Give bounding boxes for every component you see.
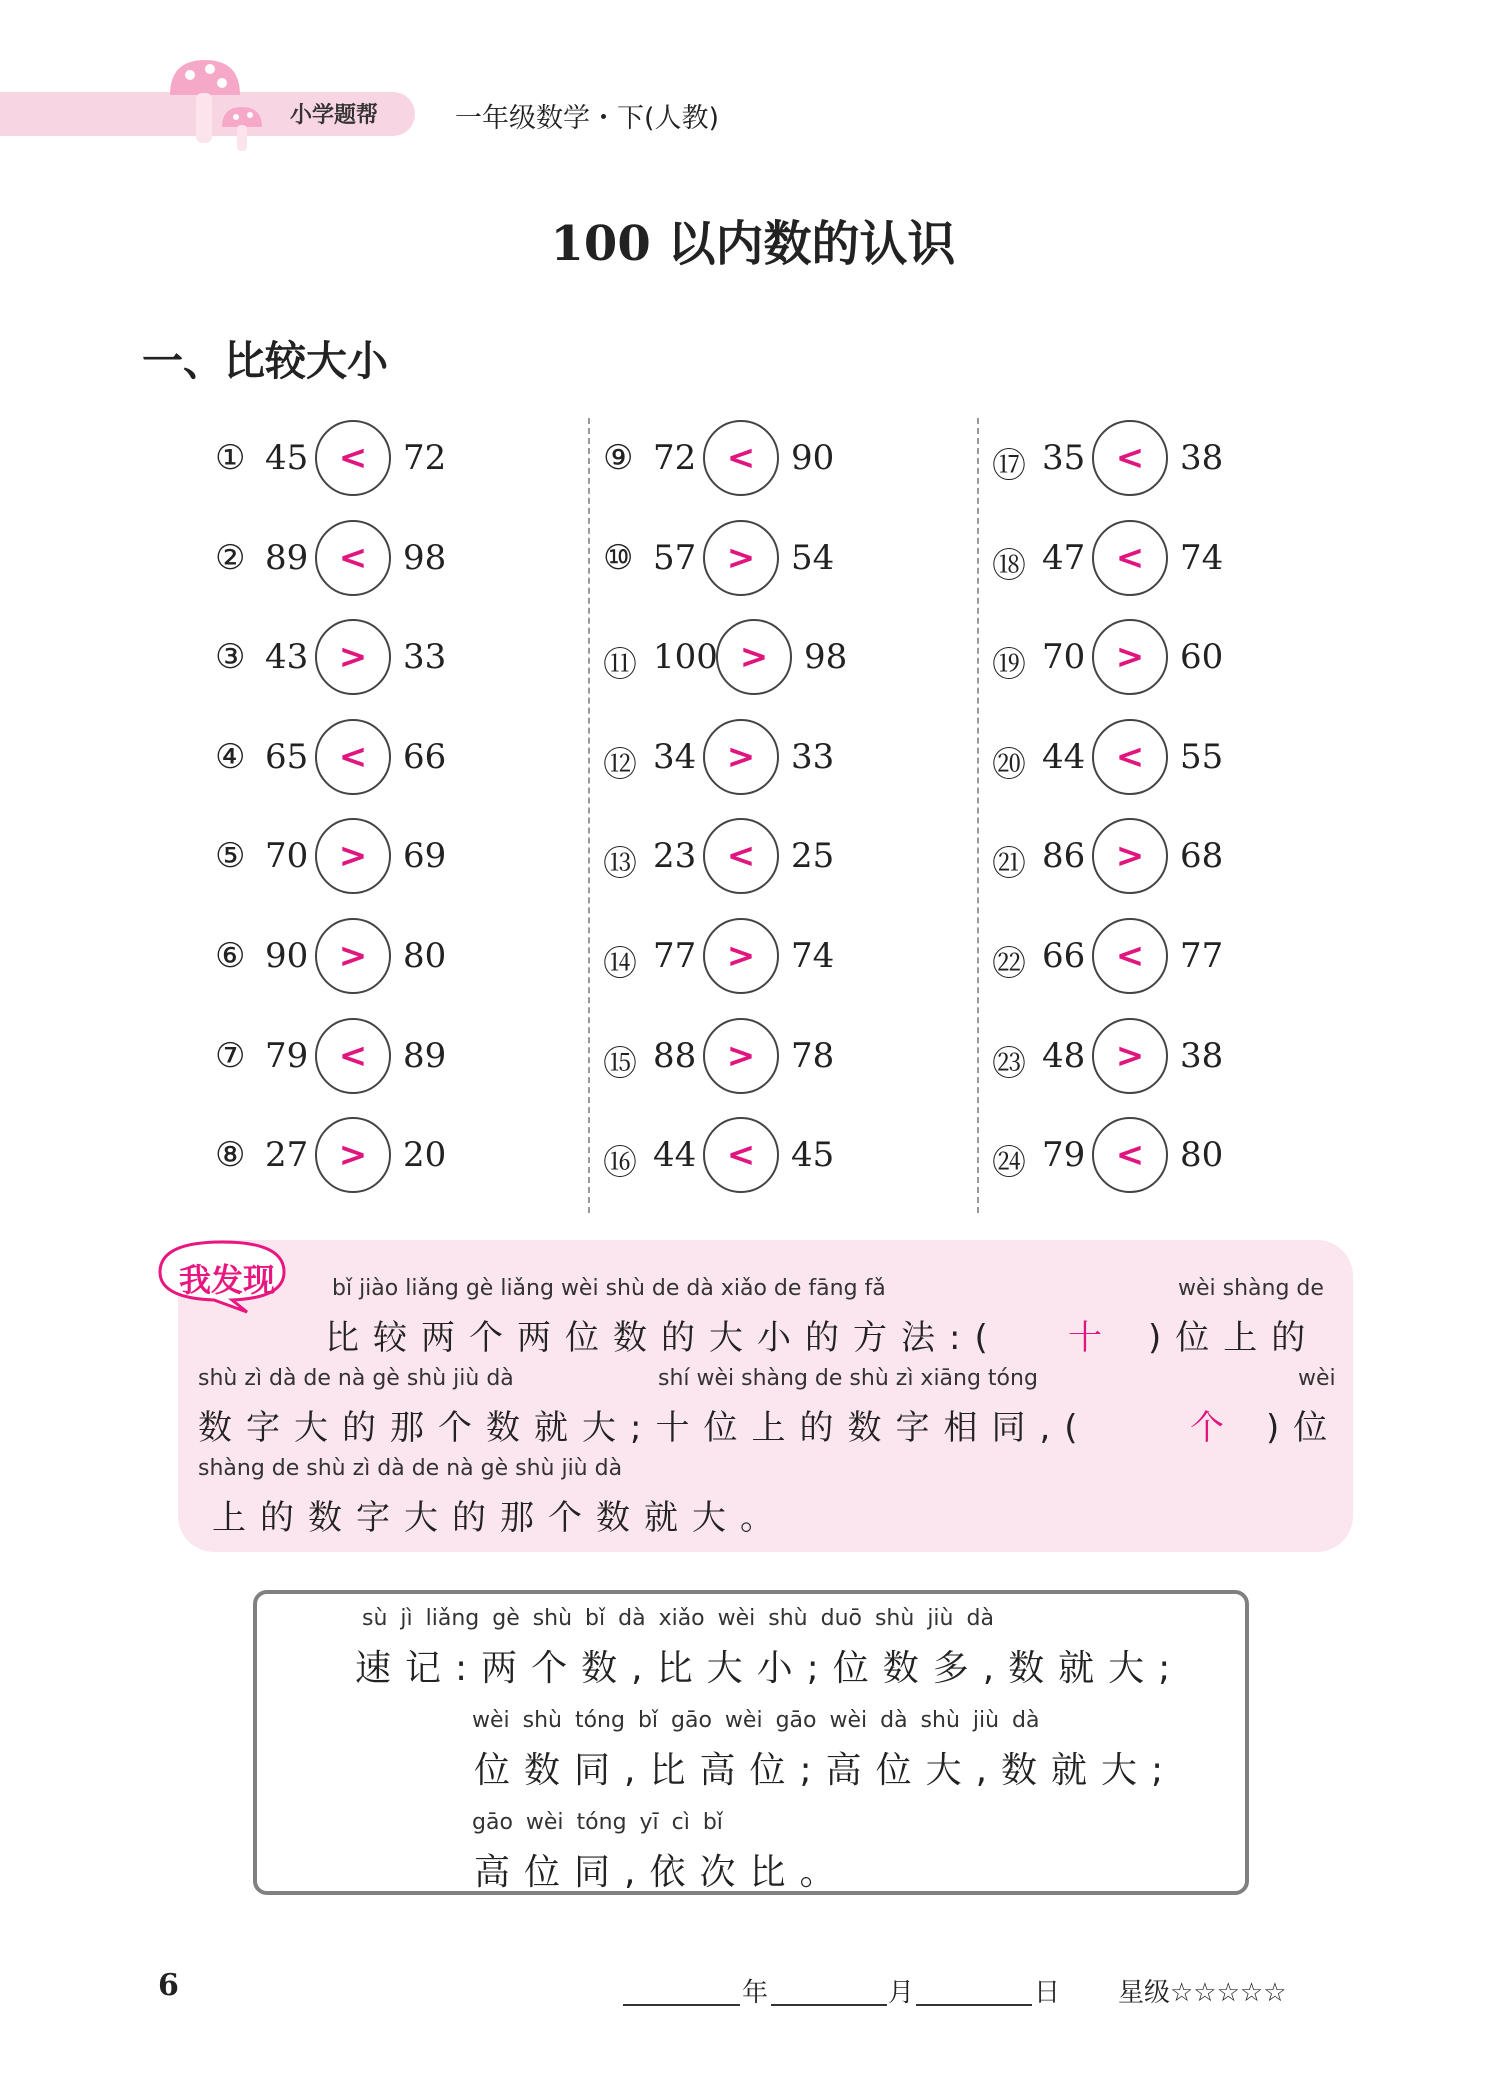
answer-circle[interactable] <box>1092 420 1168 496</box>
comparison-sign: < <box>1115 936 1145 976</box>
comparison-item <box>992 719 1372 799</box>
left-number: 90 <box>265 936 309 976</box>
section-heading: 一、比较大小 <box>142 337 388 385</box>
year-label: 年 <box>742 1978 769 2008</box>
comparison-item <box>603 719 983 799</box>
comparison-item <box>215 818 595 898</box>
left-number: 86 <box>1042 836 1086 877</box>
right-number: 45 <box>791 1135 835 1176</box>
comparison-sign: < <box>338 1035 368 1076</box>
right-number: 74 <box>791 936 835 976</box>
item-number: ⑱ <box>992 545 1026 586</box>
right-number: 38 <box>1180 438 1224 478</box>
date-blank-year <box>623 2004 740 2006</box>
right-number: 98 <box>804 637 848 678</box>
comparison-item <box>603 1117 983 1197</box>
comparison-sign: < <box>1115 1135 1145 1176</box>
right-number: 80 <box>1180 1135 1224 1176</box>
left-number: 45 <box>265 438 309 478</box>
left-number: 72 <box>653 438 697 478</box>
brand-label: 小学题帮 <box>290 103 379 128</box>
answer-circle[interactable] <box>703 1117 779 1193</box>
item-number: ③ <box>215 637 246 678</box>
left-number: 79 <box>1042 1135 1086 1176</box>
answer-circle[interactable] <box>315 619 391 695</box>
left-number: 88 <box>653 1035 697 1076</box>
answer-circle[interactable] <box>716 619 792 695</box>
answer-circle[interactable] <box>315 719 391 795</box>
left-number: 34 <box>653 736 697 777</box>
comparison-sign: > <box>726 537 756 578</box>
left-number: 44 <box>653 1135 697 1176</box>
comparison-sign: > <box>726 1035 756 1076</box>
right-number: 69 <box>403 836 447 877</box>
answer-circle[interactable] <box>703 818 779 894</box>
comparison-item <box>992 818 1372 898</box>
pinyin-line: bǐ jiào liǎng gè liǎng wèi shù de dà xiǎo de fāng fǎ <box>332 1276 886 1301</box>
discovery-text: 比较两个两位数的大小的方法:( <box>325 1318 1002 1358</box>
item-number: ⑪ <box>603 645 637 686</box>
page-title: 100 以内数的认识 <box>550 216 956 272</box>
left-number: 79 <box>265 1035 309 1076</box>
date-blank-month <box>771 2004 887 2006</box>
left-number: 43 <box>265 637 309 678</box>
item-number: ⑬ <box>603 844 637 885</box>
memory-text: 位数同,比高位;高位大,数就大; <box>474 1750 1178 1791</box>
answer-circle[interactable] <box>703 918 779 994</box>
discovery-badge: 我发现 <box>178 1261 275 1299</box>
right-number: 54 <box>791 537 835 578</box>
left-number: 27 <box>265 1135 309 1176</box>
column-divider <box>977 418 979 1213</box>
comparison-item <box>603 1018 983 1098</box>
right-number: 66 <box>403 736 447 777</box>
comparison-sign: < <box>1115 438 1145 478</box>
item-number: ㉑ <box>992 844 1026 885</box>
item-number: ⑤ <box>215 836 246 877</box>
comparison-item <box>992 1018 1372 1098</box>
comparison-item <box>992 918 1372 998</box>
mushroom-logo-icon <box>160 55 270 155</box>
comparison-item <box>603 619 983 699</box>
pinyin-line: shí wèi shàng de shù zì xiāng tóng <box>658 1366 1038 1391</box>
comparison-sign: < <box>1115 736 1145 777</box>
right-number: 72 <box>403 438 447 478</box>
item-number: ⑯ <box>603 1143 637 1184</box>
comparison-item <box>215 1117 595 1197</box>
item-number: ⑳ <box>992 744 1026 785</box>
pinyin-line: wèi shù tóng bǐ gāo wèi gāo wèi dà shù jiù dà <box>472 1708 1040 1733</box>
right-number: 90 <box>791 438 835 478</box>
comparison-item <box>603 520 983 600</box>
answer-circle[interactable] <box>1092 619 1168 695</box>
comparison-sign: > <box>338 637 368 678</box>
discovery-text: )位上的 <box>1148 1318 1320 1358</box>
memory-text: 速记:两个数,比大小;位数多,数就大; <box>355 1648 1185 1689</box>
right-number: 55 <box>1180 736 1224 777</box>
right-number: 33 <box>403 637 447 678</box>
comparison-item <box>992 1117 1372 1197</box>
answer-circle[interactable] <box>1092 1018 1168 1094</box>
answer-circle[interactable] <box>703 1018 779 1094</box>
discovery-text: 数字大的那个数就大;十位上的数字相同,( <box>198 1408 1092 1448</box>
left-number: 100 <box>653 637 718 678</box>
comparison-sign: < <box>726 1135 756 1176</box>
comparison-item <box>215 520 595 600</box>
item-number: ⑮ <box>603 1043 637 1084</box>
comparison-sign: > <box>726 936 756 976</box>
item-number: ⑨ <box>603 438 634 478</box>
left-number: 44 <box>1042 736 1086 777</box>
item-number: ㉒ <box>992 944 1026 984</box>
comparison-sign: > <box>338 836 368 877</box>
item-number: ⑭ <box>603 944 637 984</box>
item-number: ⑫ <box>603 744 637 785</box>
comparison-item <box>215 1018 595 1098</box>
left-number: 70 <box>265 836 309 877</box>
answer-circle[interactable] <box>1092 818 1168 894</box>
comparison-sign: > <box>1115 637 1145 678</box>
answer-circle[interactable] <box>1092 719 1168 795</box>
comparison-item <box>215 420 595 500</box>
answer-circle[interactable] <box>315 918 391 994</box>
day-label: 日 <box>1034 1978 1061 2008</box>
left-number: 57 <box>653 537 697 578</box>
pinyin-line: shàng de shù zì dà de nà gè shù jiù dà <box>198 1456 623 1481</box>
page-number: 6 <box>158 1968 179 2003</box>
right-number: 89 <box>403 1035 447 1076</box>
right-number: 80 <box>403 936 447 976</box>
right-number: 74 <box>1180 537 1224 578</box>
answer-circle[interactable] <box>1092 1117 1168 1193</box>
right-number: 77 <box>1180 936 1224 976</box>
pinyin-line: gāo wèi tóng yī cì bǐ <box>472 1810 723 1835</box>
left-number: 70 <box>1042 637 1086 678</box>
item-number: ⑦ <box>215 1035 246 1076</box>
right-number: 98 <box>403 537 447 578</box>
pinyin-line: wèi <box>1298 1366 1336 1391</box>
answer-circle[interactable] <box>703 719 779 795</box>
answer-ones: 个 <box>1190 1408 1224 1448</box>
comparison-sign: < <box>338 438 368 478</box>
left-number: 89 <box>265 537 309 578</box>
pinyin-line: wèi shàng de <box>1178 1276 1324 1301</box>
comparison-item <box>603 818 983 898</box>
answer-circle[interactable] <box>703 420 779 496</box>
comparison-item <box>215 719 595 799</box>
item-number: ㉔ <box>992 1143 1026 1184</box>
item-number: ⑧ <box>215 1135 246 1176</box>
answer-circle[interactable] <box>1092 918 1168 994</box>
comparison-item <box>992 420 1372 500</box>
left-number: 47 <box>1042 537 1086 578</box>
comparison-item <box>603 420 983 500</box>
comparison-sign: > <box>726 736 756 777</box>
answer-circle[interactable] <box>315 1018 391 1094</box>
left-number: 48 <box>1042 1035 1086 1076</box>
right-number: 33 <box>791 736 835 777</box>
answer-circle[interactable] <box>703 520 779 596</box>
comparison-item <box>992 520 1372 600</box>
left-number: 35 <box>1042 438 1086 478</box>
answer-circle[interactable] <box>315 520 391 596</box>
answer-tens: 十 <box>1068 1318 1102 1358</box>
right-number: 25 <box>791 836 835 877</box>
month-label: 月 <box>888 1978 915 2008</box>
item-number: ⑩ <box>603 537 634 578</box>
right-number: 38 <box>1180 1035 1224 1076</box>
comparison-item <box>215 918 595 998</box>
item-number: ① <box>215 438 246 478</box>
comparison-sign: > <box>1115 836 1145 877</box>
comparison-sign: < <box>1115 537 1145 578</box>
answer-circle[interactable] <box>315 420 391 496</box>
answer-circle[interactable] <box>1092 520 1168 596</box>
comparison-sign: < <box>338 537 368 578</box>
comparison-sign: < <box>726 836 756 877</box>
comparison-sign: > <box>338 1135 368 1176</box>
right-number: 78 <box>791 1035 835 1076</box>
discovery-text: )位 <box>1266 1408 1342 1448</box>
item-number: ⑥ <box>215 936 246 976</box>
item-number: ⑲ <box>992 645 1026 686</box>
comparison-sign: > <box>338 936 368 976</box>
star-rating: 星级☆☆☆☆☆ <box>1118 1978 1287 2008</box>
pinyin-line: sù jì liǎng gè shù bǐ dà xiǎo wèi shù duō shù jiù dà <box>362 1606 994 1631</box>
left-number: 65 <box>265 736 309 777</box>
answer-circle[interactable] <box>315 1117 391 1193</box>
left-number: 66 <box>1042 936 1086 976</box>
right-number: 68 <box>1180 836 1224 877</box>
comparison-sign: < <box>726 438 756 478</box>
answer-circle[interactable] <box>315 818 391 894</box>
comparison-sign: < <box>338 736 368 777</box>
memory-text: 高位同,依次比。 <box>474 1852 850 1893</box>
header-subtitle: 一年级数学・下(人教) <box>455 103 720 134</box>
discovery-text: 上的数字大的那个数就大。 <box>212 1498 788 1538</box>
right-number: 20 <box>403 1135 447 1176</box>
left-number: 23 <box>653 836 697 877</box>
comparison-item <box>603 918 983 998</box>
left-number: 77 <box>653 936 697 976</box>
comparison-sign: > <box>739 637 769 678</box>
column-divider <box>588 418 590 1213</box>
item-number: ④ <box>215 736 246 777</box>
date-blank-day <box>916 2004 1032 2006</box>
right-number: 60 <box>1180 637 1224 678</box>
pinyin-line: shù zì dà de nà gè shù jiù dà <box>198 1366 514 1391</box>
comparison-item <box>215 619 595 699</box>
comparison-sign: > <box>1115 1035 1145 1076</box>
item-number: ② <box>215 537 246 578</box>
item-number: ㉓ <box>992 1043 1026 1084</box>
item-number: ⑰ <box>992 446 1026 486</box>
comparison-item <box>992 619 1372 699</box>
